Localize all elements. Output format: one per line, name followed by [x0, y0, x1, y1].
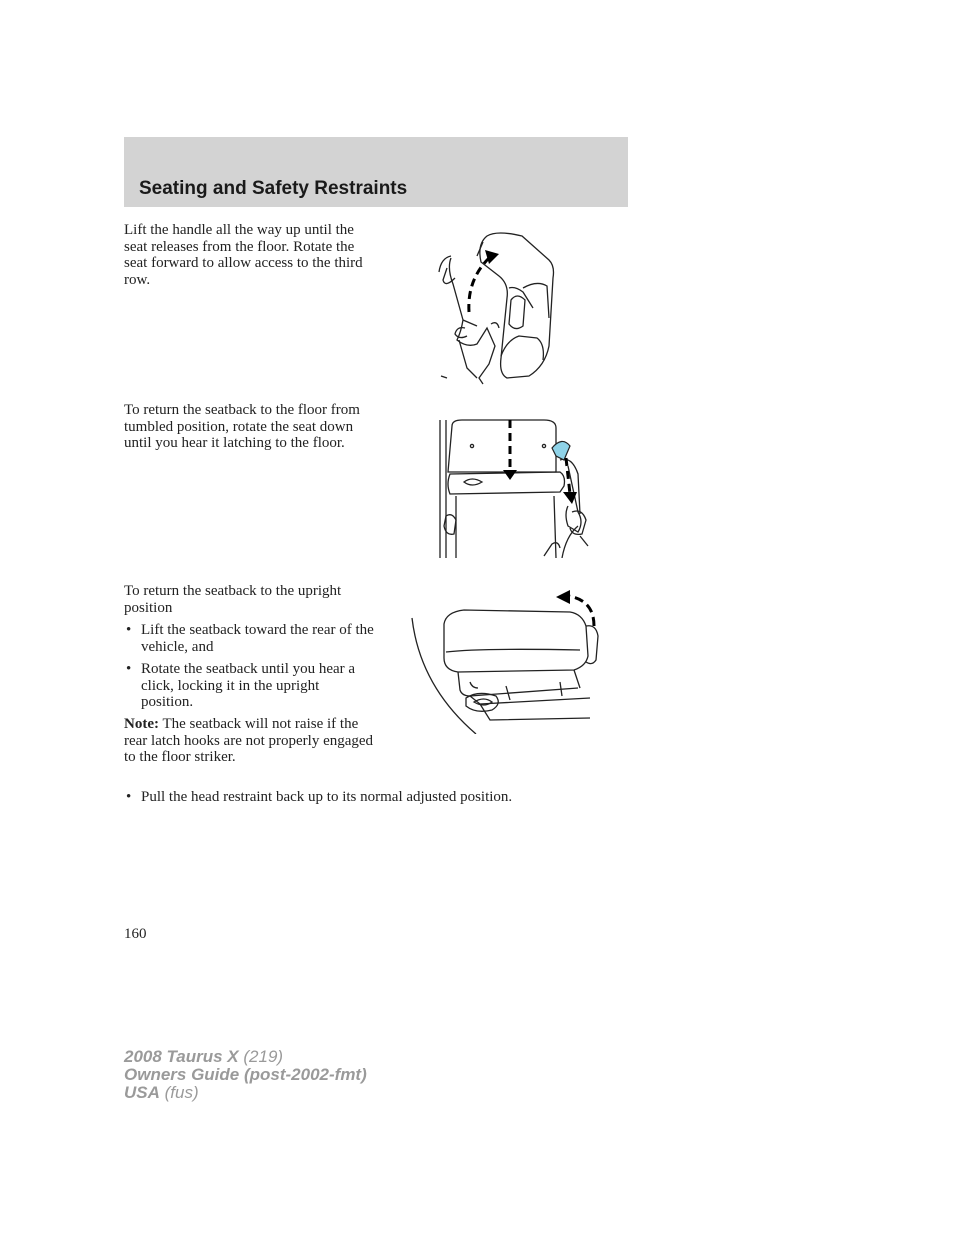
list-item: • Pull the head restraint back up to its normal adjusted position.	[124, 789, 644, 806]
document-footer	[124, 1048, 367, 1102]
section-header-band	[124, 137, 628, 207]
footer-market-code: (fus)	[159, 1083, 199, 1102]
footer-guide: Owners Guide (post-2002-fmt)	[124, 1065, 367, 1084]
footer-market: USA	[124, 1083, 160, 1102]
upright-steps-list	[124, 622, 374, 717]
note-text: The seatback will not raise if the rear latch hooks are not properly engaged to the floor striker.	[124, 716, 374, 765]
seat-tumbled-forward-illustration	[437, 228, 557, 386]
footer-model-code: (219)	[238, 1047, 284, 1066]
instruction-rotate-down: To return the seatback to the floor from tumbled position, rotate the seat down until you hear it latching to the floor.	[124, 402, 360, 451]
note-paragraph	[124, 716, 374, 766]
final-step-list	[124, 789, 644, 812]
note-label: Note:	[124, 716, 159, 732]
section-title: Seating and Safety Restraints	[139, 178, 408, 199]
footer-model: 2008 Taurus X	[124, 1047, 239, 1066]
seatback-raise-upright-illustration	[410, 586, 602, 734]
list-item: • Rotate the seatback until you hear a click, locking it in the upright position.	[124, 661, 374, 711]
page-number: 160	[124, 926, 147, 942]
list-item: • Lift the seatback toward the rear of the vehicle, and	[124, 622, 374, 655]
instruction-upright-intro: To return the seatback to the upright position	[124, 583, 342, 616]
instruction-tumble-forward: Lift the handle all the way up until the seat releases from the floor. Rotate the seat forward to allow access to the third row.	[124, 222, 363, 288]
seat-rotate-down-illustration	[432, 416, 592, 558]
